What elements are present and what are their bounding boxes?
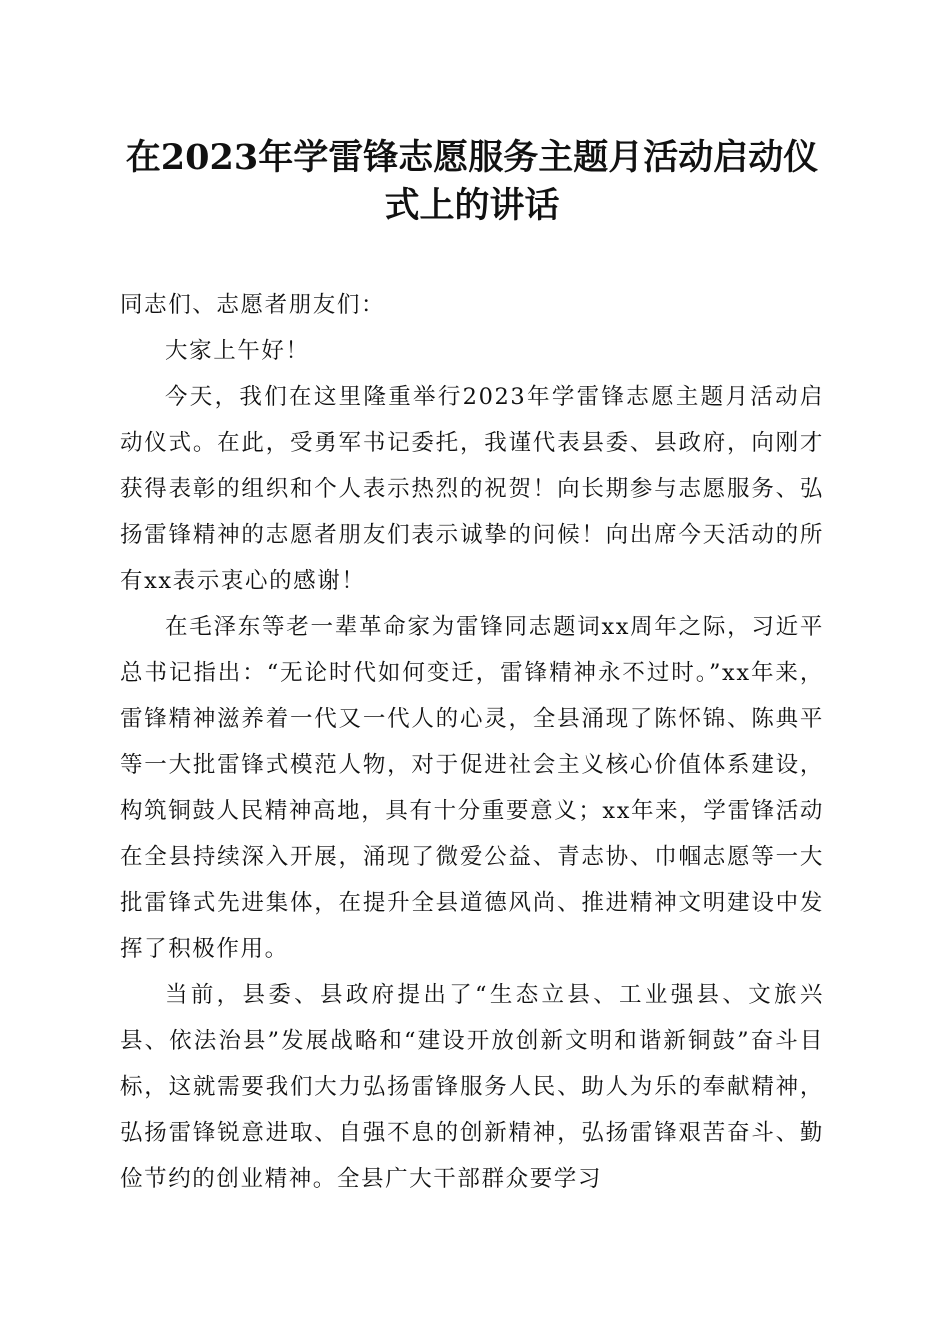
document-title	[120, 134, 824, 230]
document-body	[120, 282, 824, 1202]
paragraph-history: 在毛泽东等老一辈革命家为雷锋同志题词xx周年之际，习近平总书记指出：“无论时代如何变迁，雷锋精神永不过时。”xx年来，雷锋精神滋养着一代又一代人的心灵，全县涌现了陈怀锦、陈典平等一大批雷锋式模范人物，对于促进社会主义核心价值体系建设，构筑铜鼓人民精神高地，具有十分重要意义；xx年来，学雷锋活动在全县持续深入开展，涌现了微爱公益、青志协、巾帼志愿等一大批雷锋式先进集体，在提升全县道德风尚、推进精神文明建设中发挥了积极作用。	[120, 614, 824, 962]
title-line-1: 在2023年学雷锋志愿服务主题月活动启动仪	[125, 137, 819, 178]
salutation: 同志们、志愿者朋友们：	[120, 292, 386, 318]
paragraph-greeting: 大家上午好！	[165, 338, 310, 364]
title-line-2: 式上的讲话	[384, 185, 560, 226]
paragraph-current: 当前，县委、县政府提出了“生态立县、工业强县、文旅兴县、依法治县”发展战略和“建设开放创新文明和谐新铜鼓”奋斗目标，这就需要我们大力弘扬雷锋服务人民、助人为乐的奉献精神，弘扬雷锋锐意进取、自强不息的创新精神，弘扬雷锋艰苦奋斗、勤俭节约的创业精神。全县广大干部群众要学习	[120, 982, 824, 1192]
paragraph-opening: 今天，我们在这里隆重举行2023年学雷锋志愿主题月活动启动仪式。在此，受勇军书记委托，我谨代表县委、县政府，向刚才获得表彰的组织和个人表示热烈的祝贺！向长期参与志愿服务、弘扬雷锋精神的志愿者朋友们表示诚挚的问候！向出席今天活动的所有xx表示衷心的感谢！	[120, 384, 824, 594]
